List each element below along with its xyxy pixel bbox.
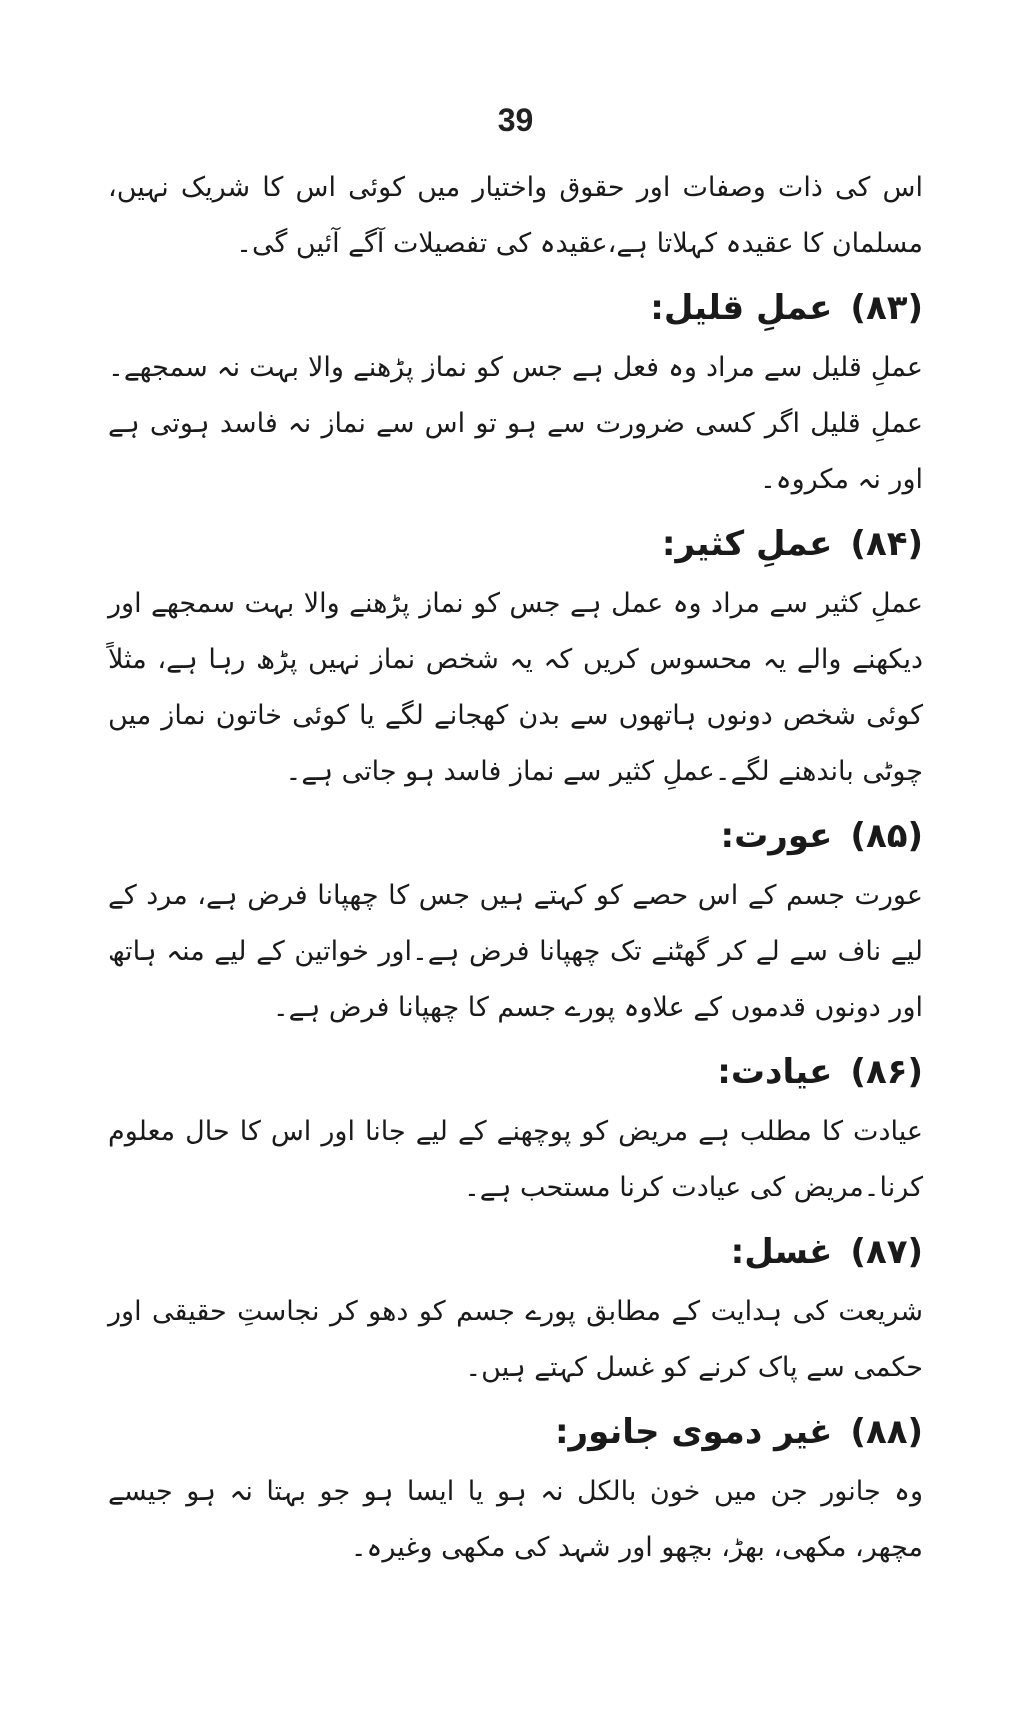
section-heading — [108, 512, 923, 576]
section-number: (۸۸) — [850, 1412, 923, 1452]
section-title: غسل: — [730, 1232, 833, 1272]
section-number: (۸۷) — [850, 1232, 923, 1272]
section-86 — [108, 1040, 923, 1216]
section-body: عیادت کا مطلب ہے مریض کو پوچھنے کے لیے جانا اور اس کا حال معلوم کرنا۔مریض کی عیادت کرنا مستحب ہے۔ — [108, 1116, 923, 1203]
section-title: عملِ کثیر: — [661, 524, 833, 564]
section-heading — [108, 1220, 923, 1284]
section-title: عملِ قلیل: — [650, 288, 833, 328]
section-heading — [108, 276, 923, 340]
section-title: غیر دموی جانور: — [554, 1412, 833, 1452]
section-heading — [108, 1400, 923, 1464]
section-83 — [108, 276, 923, 508]
section-title: عورت: — [720, 816, 833, 856]
page-content — [108, 160, 923, 1578]
section-84 — [108, 512, 923, 800]
section-87 — [108, 1220, 923, 1396]
intro-paragraph: اس کی ذات وصفات اور حقوق واختیار میں کوئی اس کا شریک نہیں، مسلمان کا عقیدہ کہلاتا ہے،عقیدہ کی تفصیلات آگے آئیں گی۔ — [108, 172, 923, 259]
section-number: (۸۳) — [850, 288, 923, 328]
page-number: 39 — [497, 102, 534, 138]
section-body: شریعت کی ہدایت کے مطابق پورے جسم کو دھو کر نجاستِ حقیقی اور حکمی سے پاک کرنے کو غسل کہتے ہیں۔ — [108, 1296, 923, 1383]
section-title: عیادت: — [717, 1052, 833, 1092]
section-body: عملِ قلیل سے مراد وہ فعل ہے جس کو نماز پڑھنے والا بہت نہ سمجھے۔عملِ قلیل اگر کسی ضرورت سے ہو تو اس سے نماز نہ فاسد ہوتی ہے اور نہ مکروہ۔ — [108, 352, 923, 495]
section-body: وہ جانور جن میں خون بالکل نہ ہو یا ایسا ہو جو بہتا نہ ہو جیسے مچھر، مکھی، بھڑ، بچھو اور شہد کی مکھی وغیرہ۔ — [108, 1476, 923, 1563]
section-number: (۸۴) — [850, 524, 923, 564]
section-88 — [108, 1400, 923, 1576]
section-heading — [108, 1040, 923, 1104]
section-number: (۸۵) — [850, 816, 923, 856]
section-body: عملِ کثیر سے مراد وہ عمل ہے جس کو نماز پڑھنے والا بہت سمجھے اور دیکھنے والے یہ محسوس کریں کہ یہ شخص نماز نہیں پڑھ رہا ہے، مثلاً کوئی شخص دونوں ہاتھوں سے بدن کھجانے لگے یا کوئی خاتون نماز میں چوٹی باندھنے لگے۔عملِ کثیر سے نماز فاسد ہو جاتی ہے۔ — [108, 588, 923, 787]
section-body: عورت جسم کے اس حصے کو کہتے ہیں جس کا چھپانا فرض ہے، مرد کے لیے ناف سے لے کر گھٹنے تک چھپانا فرض ہے۔اور خواتین کے لیے منہ ہاتھ اور دونوں قدموں کے علاوہ پورے جسم کا چھپانا فرض ہے۔ — [108, 880, 923, 1023]
section-heading — [108, 804, 923, 868]
section-85 — [108, 804, 923, 1036]
section-number: (۸۶) — [850, 1052, 923, 1092]
